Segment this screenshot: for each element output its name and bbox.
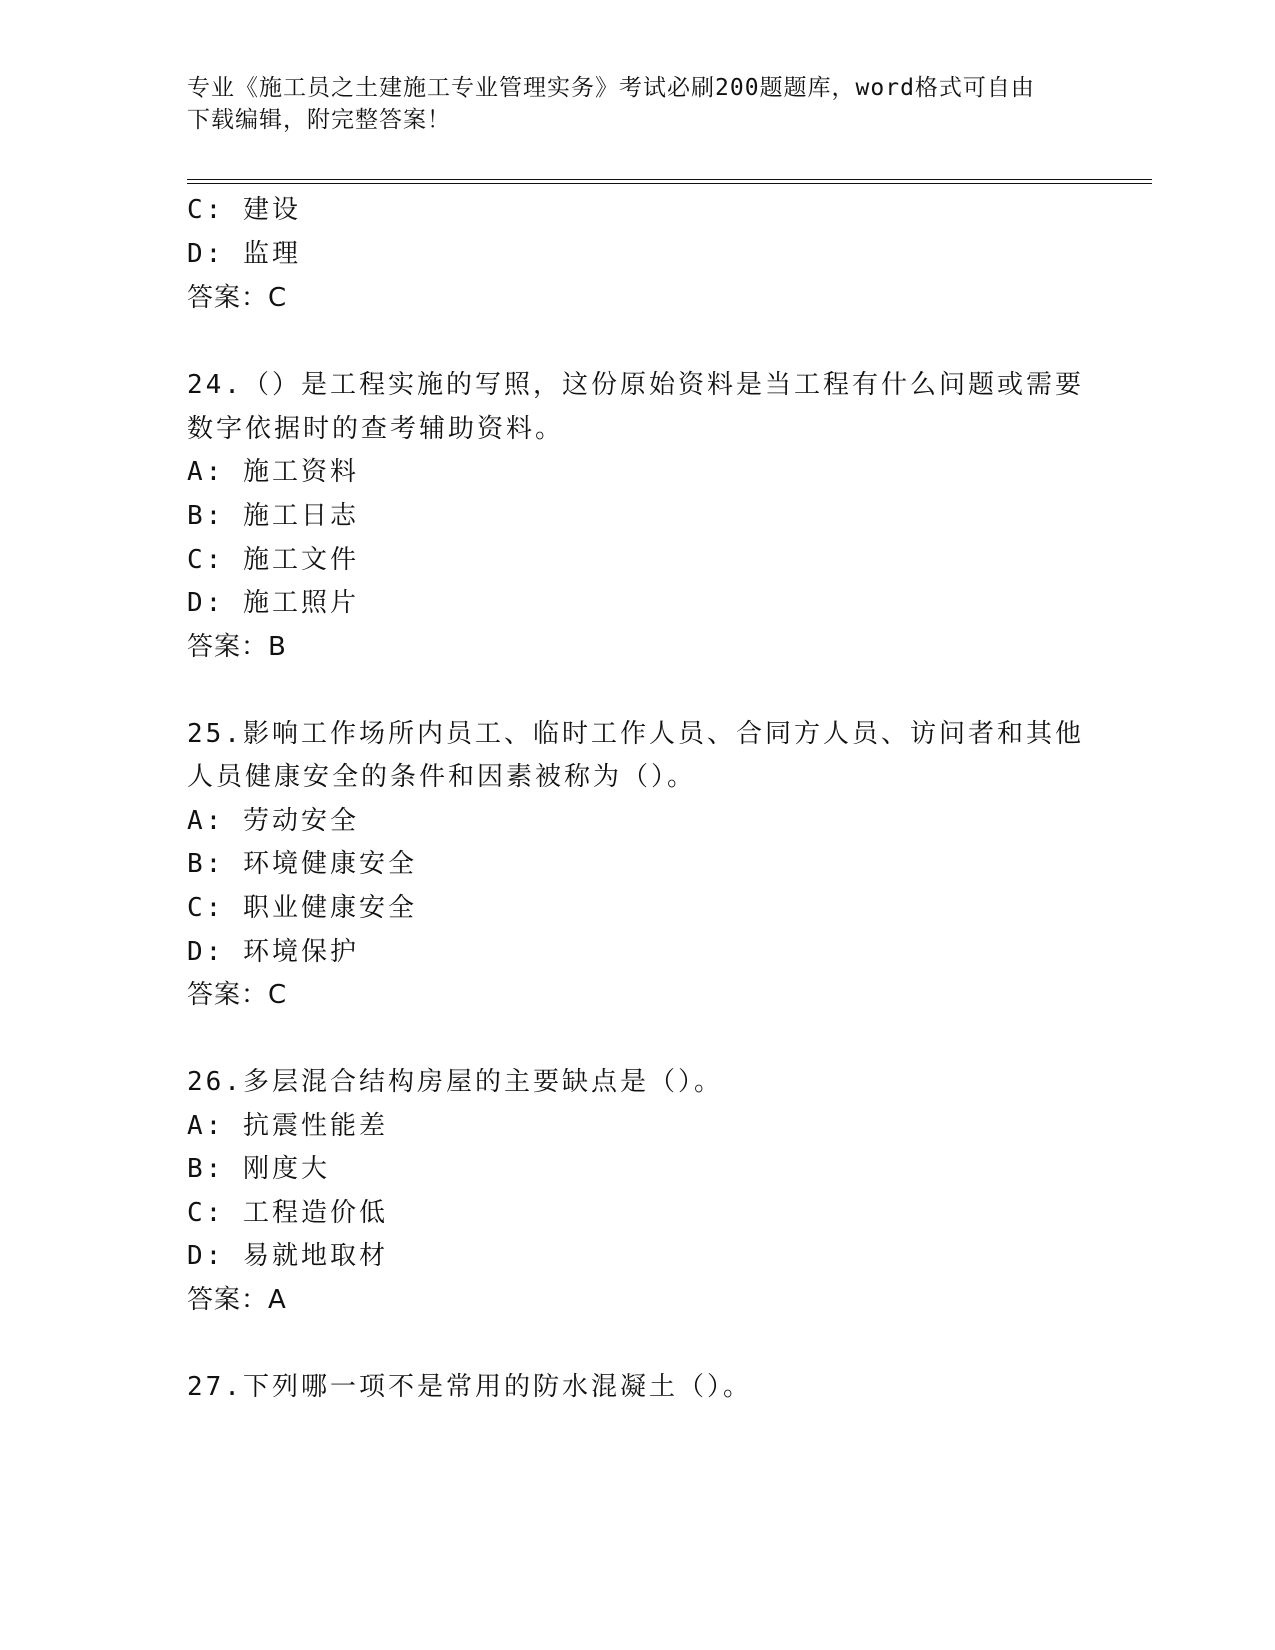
document-header [187,72,1087,136]
q27-stem-line-1: 27.下列哪一项不是常用的防水混凝土（）。 [187,1372,752,1402]
prev-option-c: C: 建设 [187,195,301,225]
q25-option-d: D: 环境保护 [187,937,359,967]
q25-answer: 答案：C [187,980,288,1010]
q26-option-c: C: 工程造价低 [187,1198,388,1228]
q24-option-b: B: 施工日志 [187,501,359,531]
q26-option-d: D: 易就地取材 [187,1241,388,1271]
q24-option-c: C: 施工文件 [187,545,359,575]
q24-stem-line-2: 数字依据时的查考辅助资料。 [187,414,565,444]
header-line-1: 专业《施工员之土建施工专业管理实务》考试必刷200题题库，word格式可自由 [187,75,1035,101]
q26-option-b: B: 刚度大 [187,1154,330,1184]
q26-stem-line-1: 26.多层混合结构房屋的主要缺点是（）。 [187,1067,723,1097]
prev-option-d: D: 监理 [187,239,301,269]
q24-option-a: A: 施工资料 [187,457,359,487]
q24-option-d: D: 施工照片 [187,588,359,618]
q26-answer: 答案：A [187,1285,287,1315]
header-rule-bottom [187,183,1152,184]
prev-answer: 答案：C [187,283,288,313]
q24-answer: 答案：B [187,632,287,662]
q25-option-b: B: 环境健康安全 [187,849,417,879]
q25-option-a: A: 劳动安全 [187,806,359,836]
q24-stem-line-1: 24.（）是工程实施的写照，这份原始资料是当工程有什么问题或需要 [187,370,1084,400]
q25-option-c: C: 职业健康安全 [187,893,417,923]
q26-option-a: A: 抗震性能差 [187,1111,388,1141]
header-rule-top [187,179,1152,180]
q25-stem-line-2: 人员健康安全的条件和因素被称为（）。 [187,762,697,792]
q25-stem-line-1: 25.影响工作场所内员工、临时工作人员、合同方人员、访问者和其他 [187,719,1084,749]
header-line-2: 下载编辑，附完整答案！ [187,107,451,133]
